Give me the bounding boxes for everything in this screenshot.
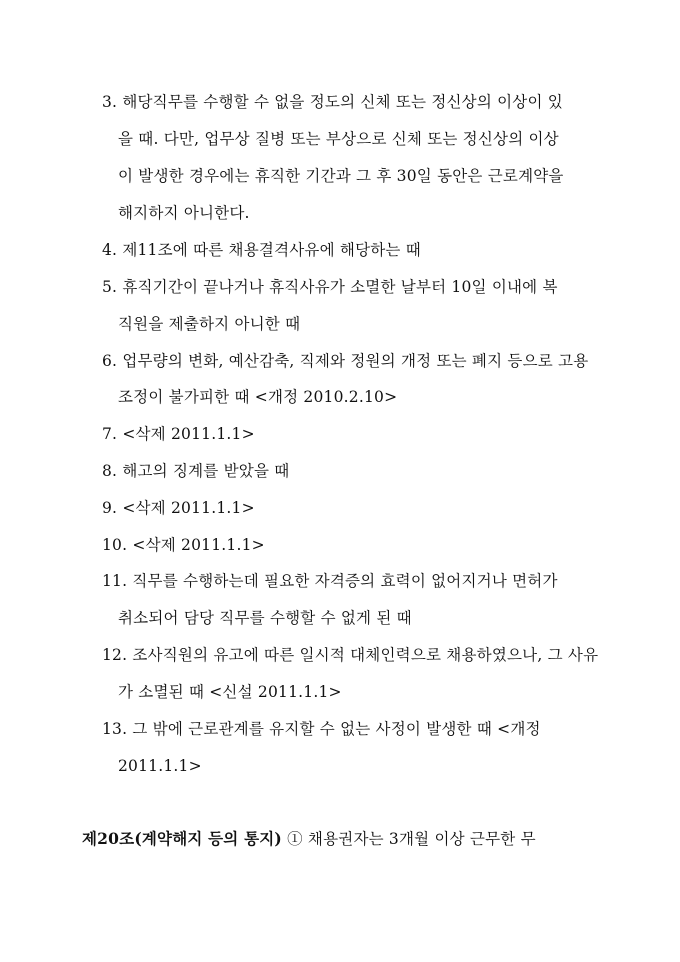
item-13-line-2: 2011.1.1> [118,757,202,775]
item-10-line-1: 10. <삭제 2011.1.1> [102,536,265,554]
item-3-line-3: 이 발생한 경우에는 휴직한 기간과 그 후 30일 동안은 근로계약을 [118,167,564,185]
article-20-line [82,829,536,849]
item-7-line-1: 7. <삭제 2011.1.1> [102,425,255,443]
item-12-line-1: 12. 조사직원의 유고에 따른 일시적 대체인력으로 채용하였으나, 그 사유 [102,646,599,664]
item-3-line-2: 을 때. 다만, 업무상 질병 또는 부상으로 신체 또는 정신상의 이상 [118,130,559,148]
article-heading: 제20조(계약해지 등의 통지) [82,829,282,848]
item-6-line-2: 조정이 불가피한 때 <개정 2010.2.10> [118,388,398,406]
item-5-line-1: 5. 휴직기간이 끝나거나 휴직사유가 소멸한 날부터 10일 이내에 복 [102,278,558,296]
item-8-line-1: 8. 해고의 징계를 받았을 때 [102,462,290,480]
item-9-line-1: 9. <삭제 2011.1.1> [102,499,255,517]
item-4-line-1: 4. 제11조에 따른 채용결격사유에 해당하는 때 [102,241,421,259]
item-5-line-2: 직원을 제출하지 아니한 때 [118,315,301,333]
item-13-line-1: 13. 그 밖에 근로관계를 유지할 수 없는 사정이 발생한 때 <개정 [102,720,541,738]
item-6-line-1: 6. 업무량의 변화, 예산감축, 직제와 정원의 개정 또는 폐지 등으로 고용 [102,352,589,370]
article-text: ① 채용권자는 3개월 이상 근무한 무 [287,830,536,848]
item-11-line-2: 취소되어 담당 직무를 수행할 수 없게 된 때 [118,609,412,627]
item-12-line-2: 가 소멸된 때 <신설 2011.1.1> [118,683,342,701]
item-3-line-1: 3. 해당직무를 수행할 수 없을 정도의 신체 또는 정신상의 이상이 있 [102,93,563,111]
item-11-line-1: 11. 직무를 수행하는데 필요한 자격증의 효력이 없어지거나 면허가 [102,572,558,590]
item-3-line-4: 해지하지 아니한다. [118,204,250,222]
